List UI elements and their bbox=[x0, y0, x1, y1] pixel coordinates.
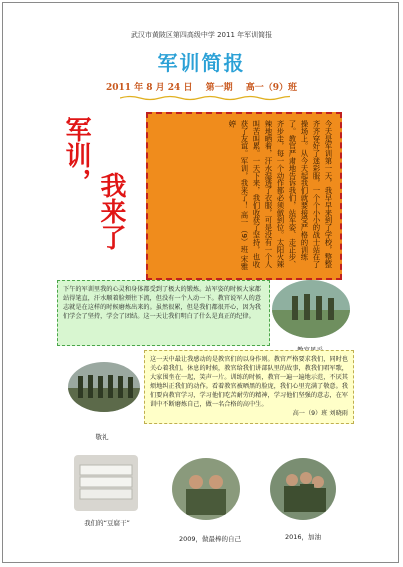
yellow-article-text: 这一天中最让我感动的是教官们的以身作则。教官严格要求我们，同时也关心着我们。休息的时候，教官给我们讲部队里的故事，教我们唱军歌，大家围坐在一起，笑声一片。训练的时候，教官一遍一遍地示范，不厌其烦地纠正我们的动作。看着教官被晒黑的脸庞，我们心里充满了敬意。我们要向教官学习，学习他们吃苦耐劳的精神，学习他们坚强的意志，在军训中不断磨炼自己，做一名合格的高中生。 bbox=[150, 356, 348, 408]
yellow-article-box bbox=[144, 350, 354, 424]
photo-quilts bbox=[74, 455, 138, 511]
feature-article-box bbox=[146, 112, 342, 280]
green-article-text: 下午的军训里我的心灵和身体都受到了极大的锻炼。站军姿的时候大家都站得笔直，汗水顺着脸颊往下流，但没有一个人动一下。教官说军人的意志就是在这样的时候磨炼出来的。虽然很累，但是我们都很开心，因为我们学会了坚持，学会了团结。这一天让我们明白了什么是真正的纪律。 bbox=[63, 286, 261, 320]
masthead: 武汉市黄陂区第四高级中学 2011 年军训简报 bbox=[130, 31, 273, 39]
page-title: 军训简报 bbox=[157, 51, 246, 75]
issue-line bbox=[0, 80, 403, 93]
caption-bottom-left: 我们的“豆腐干” bbox=[84, 519, 130, 527]
feature-article-text: 今天是军训第一天，我早早来到了学校，整整齐齐穿好了迷彩服，一个个小小的战士站在了操场上。从今天起我们就要接受严格的训练了。教官严肃地告诉我们，站军姿、走正步、齐步走，每一个动作都必须做到位。太阳火辣辣地晒着，汗水湿透了衣服，可是没有一个人叫苦叫累。一天下来，我们收获了坚持，也收获了友谊。军训，我来了！ 高一（9）班 宋雅婷 bbox=[228, 120, 333, 271]
feature-headline bbox=[50, 116, 126, 276]
caption-bottom-mid: 2009，做最棒的自己 bbox=[178, 535, 242, 543]
issue-date: 2011 年 8 月 24 日 bbox=[105, 83, 193, 93]
photo-salute bbox=[68, 362, 140, 412]
photo-instructor bbox=[272, 280, 350, 338]
green-article-box bbox=[57, 280, 270, 346]
photo-group bbox=[172, 458, 240, 520]
caption-left: 敬礼 bbox=[95, 433, 109, 441]
headline-line2: 我来了 bbox=[96, 172, 126, 250]
issue-number: 第一期 bbox=[205, 83, 233, 93]
issue-class: 高一（9）班 bbox=[245, 83, 298, 93]
headline-line1: 军训， bbox=[61, 116, 91, 194]
caption-bottom-right: 2016，加油 bbox=[284, 533, 322, 541]
photo-students bbox=[270, 458, 336, 520]
decorative-wave bbox=[120, 95, 290, 101]
yellow-article-signature: 高一（9）班 刘晓雨 bbox=[292, 410, 348, 417]
